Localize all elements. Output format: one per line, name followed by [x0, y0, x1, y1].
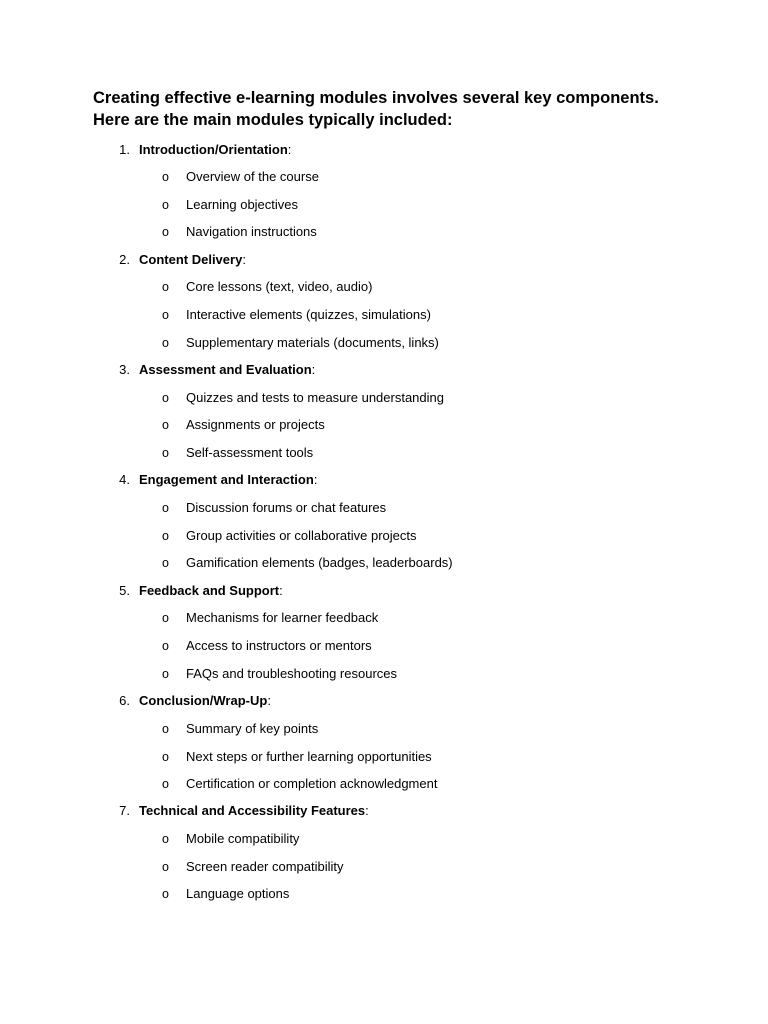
section-title: Engagement and Interaction:: [139, 472, 318, 487]
list-item-text: Learning objectives: [186, 197, 299, 212]
bullet-marker: o: [162, 722, 169, 736]
intro-paragraph: Creating effective e-learning modules involves several key components. Here are the main modules typically included:: [93, 89, 659, 129]
section-number: 6.: [119, 693, 130, 708]
bullet-marker: o: [162, 198, 169, 212]
bullet-marker: o: [162, 336, 169, 350]
bullet-marker: o: [162, 832, 169, 846]
section-title: Content Delivery:: [139, 252, 246, 267]
list-item-text: Mechanisms for learner feedback: [186, 610, 379, 625]
list-item-text: Gamification elements (badges, leaderboards): [186, 555, 453, 570]
section-title: Conclusion/Wrap-Up:: [139, 693, 271, 708]
list-item-text: Navigation instructions: [186, 224, 317, 239]
bullet-marker: o: [162, 750, 169, 764]
list-item-text: Supplementary materials (documents, links): [186, 335, 439, 350]
list-item-text: Access to instructors or mentors: [186, 638, 372, 653]
list-item-text: Quizzes and tests to measure understanding: [186, 390, 444, 405]
list-item-text: Interactive elements (quizzes, simulations): [186, 307, 431, 322]
list-item-text: Overview of the course: [186, 169, 319, 184]
list-item-text: Certification or completion acknowledgment: [186, 776, 438, 791]
bullet-marker: o: [162, 501, 169, 515]
bullet-marker: o: [162, 225, 169, 239]
bullet-marker: o: [162, 280, 169, 294]
list-item-text: Self-assessment tools: [186, 445, 314, 460]
bullet-marker: o: [162, 391, 169, 405]
bullet-marker: o: [162, 418, 169, 432]
section-number: 7.: [119, 803, 130, 818]
section-title: Technical and Accessibility Features:: [139, 803, 369, 818]
section-number: 5.: [119, 583, 130, 598]
list-item-text: FAQs and troubleshooting resources: [186, 666, 398, 681]
section-title: Feedback and Support:: [139, 583, 283, 598]
list-item-text: Next steps or further learning opportunities: [186, 749, 432, 764]
section-number: 4.: [119, 472, 130, 487]
list-item-text: Core lessons (text, video, audio): [186, 279, 373, 294]
section-number: 3.: [119, 362, 130, 377]
list-item-text: Discussion forums or chat features: [186, 500, 387, 515]
bullet-marker: o: [162, 887, 169, 901]
list-item-text: Screen reader compatibility: [186, 859, 344, 874]
bullet-marker: o: [162, 308, 169, 322]
list-item-text: Group activities or collaborative projects: [186, 528, 417, 543]
section-number: 2.: [119, 252, 130, 267]
bullet-marker: o: [162, 611, 169, 625]
bullet-marker: o: [162, 667, 169, 681]
section-title: Introduction/Orientation:: [139, 142, 292, 157]
bullet-marker: o: [162, 170, 169, 184]
section-number: 1.: [119, 142, 130, 157]
list-item-text: Mobile compatibility: [186, 831, 300, 846]
bullet-marker: o: [162, 556, 169, 570]
bullet-marker: o: [162, 860, 169, 874]
section-title: Assessment and Evaluation:: [139, 362, 316, 377]
list-item-text: Language options: [186, 886, 290, 901]
bullet-marker: o: [162, 777, 169, 791]
list-item-text: Summary of key points: [186, 721, 319, 736]
bullet-marker: o: [162, 446, 169, 460]
bullet-marker: o: [162, 529, 169, 543]
bullet-marker: o: [162, 639, 169, 653]
list-item-text: Assignments or projects: [186, 417, 325, 432]
